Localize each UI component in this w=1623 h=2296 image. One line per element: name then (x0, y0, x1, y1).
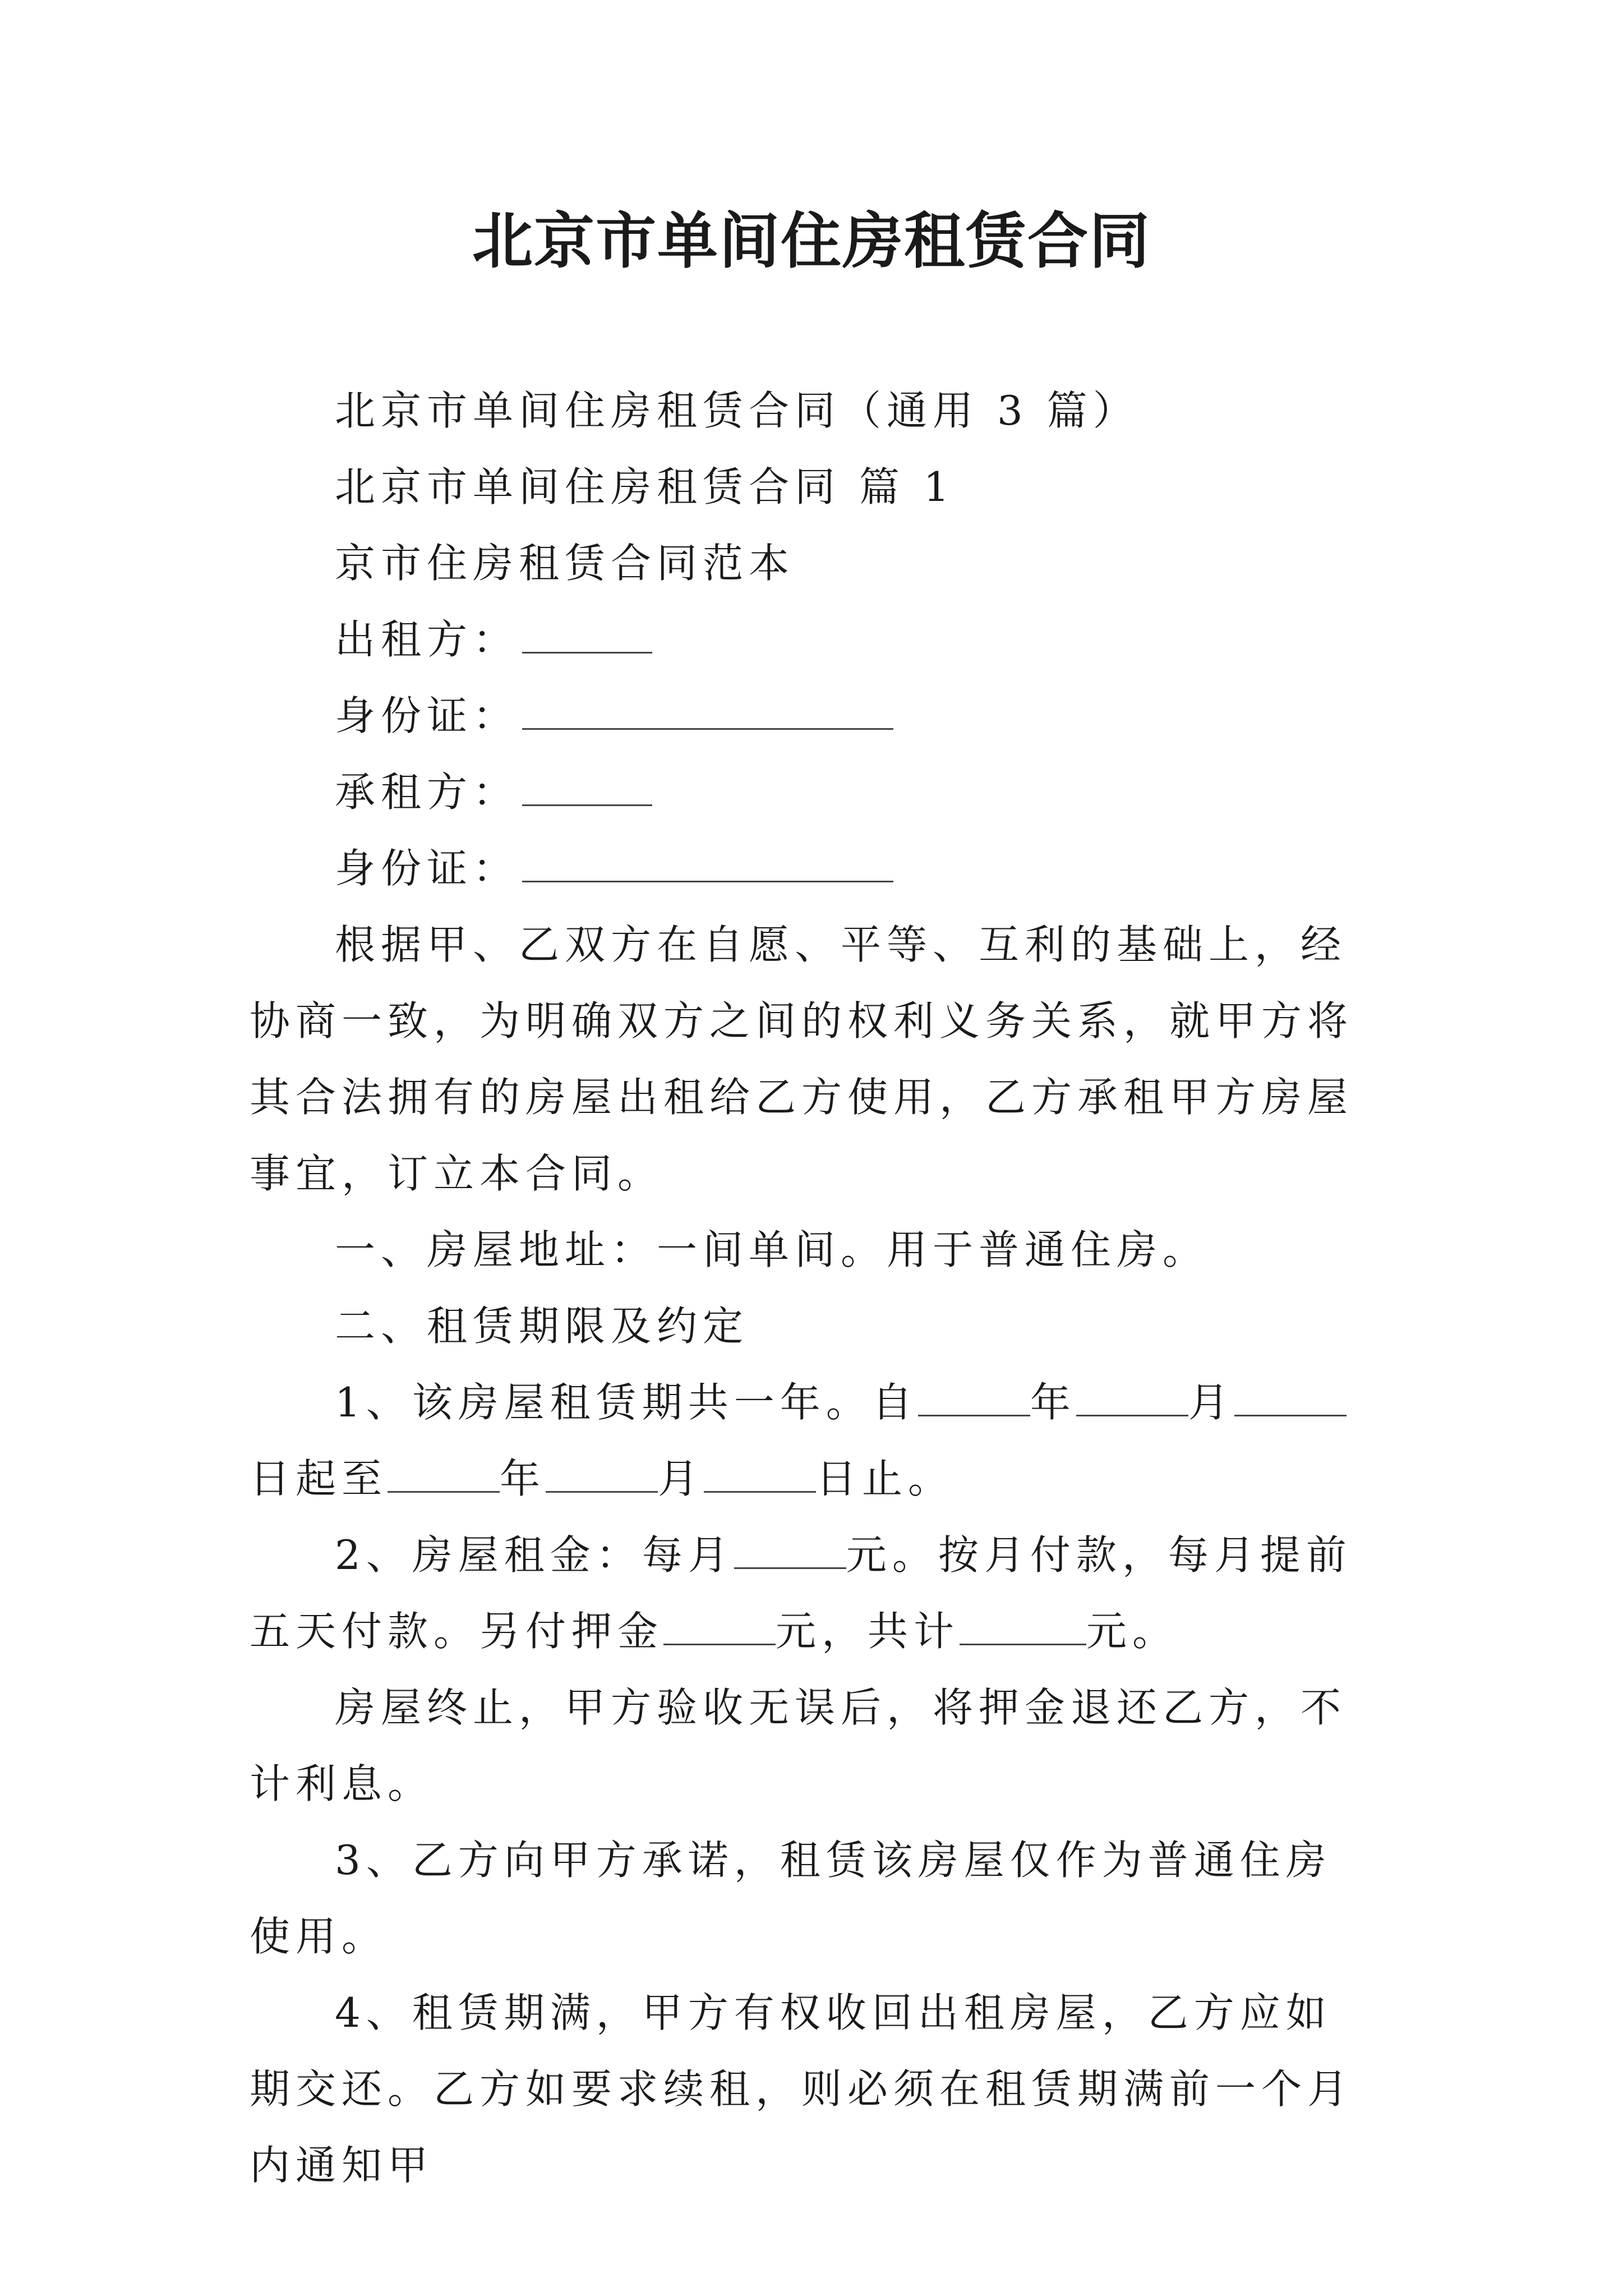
item-2-text-middle: 元。按月付款，每月提前五天付款。另付押金 (250, 1531, 1352, 1655)
end-year-blank (388, 1456, 500, 1493)
end-day-blank (704, 1456, 816, 1493)
clause-1: 一、房屋地址：一间单间。用于普通住房。 (335, 1226, 1209, 1273)
start-day-label: 日起至 (250, 1455, 388, 1502)
lessor-field (335, 601, 1371, 678)
lessee-label: 承租方： (335, 769, 519, 816)
monthly-rent-blank (734, 1533, 846, 1569)
item-2-text-end: 元。 (1086, 1608, 1179, 1655)
end-day-label: 日止。 (816, 1455, 955, 1502)
lessor-id-label: 身份证： (335, 692, 519, 739)
end-month-blank (546, 1456, 658, 1493)
lessee-field (335, 754, 1371, 830)
lessor-blank (522, 617, 652, 654)
start-month-label: 月 (1188, 1379, 1234, 1426)
item-2-text-start: 2、房屋租金：每月 (335, 1531, 734, 1579)
lessee-id-label: 身份证： (335, 845, 519, 892)
end-year-label: 年 (500, 1455, 546, 1502)
document-title: 北京市单间住房租赁合同 (472, 206, 1151, 277)
deposit-blank (663, 1609, 776, 1645)
lessor-label: 出租方： (335, 616, 519, 663)
item-4-paragraph: 4、租赁期满，甲方有权收回出租房屋，乙方应如期交还。乙方如要求续租，则必须在租赁期满前一个月内通知甲 (250, 1989, 1354, 2189)
start-year-label: 年 (1030, 1379, 1076, 1426)
document-body (250, 372, 1371, 2203)
preamble-paragraph: 根据甲、乙双方在自愿、平等、互利的基础上，经协商一致，为明确双方之间的权利义务关系，就甲方将其合法拥有的房屋出租给乙方使用，乙方承租甲方房屋事宜，订立本合同。 (250, 921, 1354, 1197)
lessee-id-field (335, 830, 1371, 907)
chapter-heading-text: 北京市单间住房租赁合同 篇 1 (335, 463, 955, 510)
item-1-text-start: 1、该房屋租赁期共一年。自 (335, 1379, 918, 1426)
end-month-label: 月 (658, 1455, 704, 1502)
lessor-id-field (335, 678, 1371, 754)
sample-title-text: 京市住房租赁合同范本 (335, 540, 795, 587)
item-2-paragraph (250, 1517, 1371, 1669)
chapter-heading (335, 449, 1371, 525)
lessee-blank (522, 770, 652, 806)
item-2-text-total: 元，共计 (776, 1608, 960, 1655)
item-3-paragraph: 3、乙方向甲方承诺，租赁该房屋仅作为普通住房使用。 (250, 1837, 1332, 1960)
sample-title (335, 525, 1371, 601)
total-blank (960, 1609, 1086, 1645)
lessee-id-blank (522, 846, 893, 882)
lessor-id-blank (522, 693, 893, 730)
termination-paragraph: 房屋终止，甲方验收无误后，将押金退还乙方，不计利息。 (250, 1684, 1347, 1807)
start-month-blank (1076, 1380, 1188, 1416)
subtitle-text: 北京市单间住房租赁合同（通用 3 篇） (335, 387, 1139, 434)
start-year-blank (918, 1380, 1030, 1416)
subtitle (335, 372, 1371, 449)
clause-2: 二、租赁期限及约定 (335, 1303, 749, 1350)
item-1-paragraph (250, 1364, 1371, 1517)
start-day-blank (1234, 1380, 1347, 1416)
